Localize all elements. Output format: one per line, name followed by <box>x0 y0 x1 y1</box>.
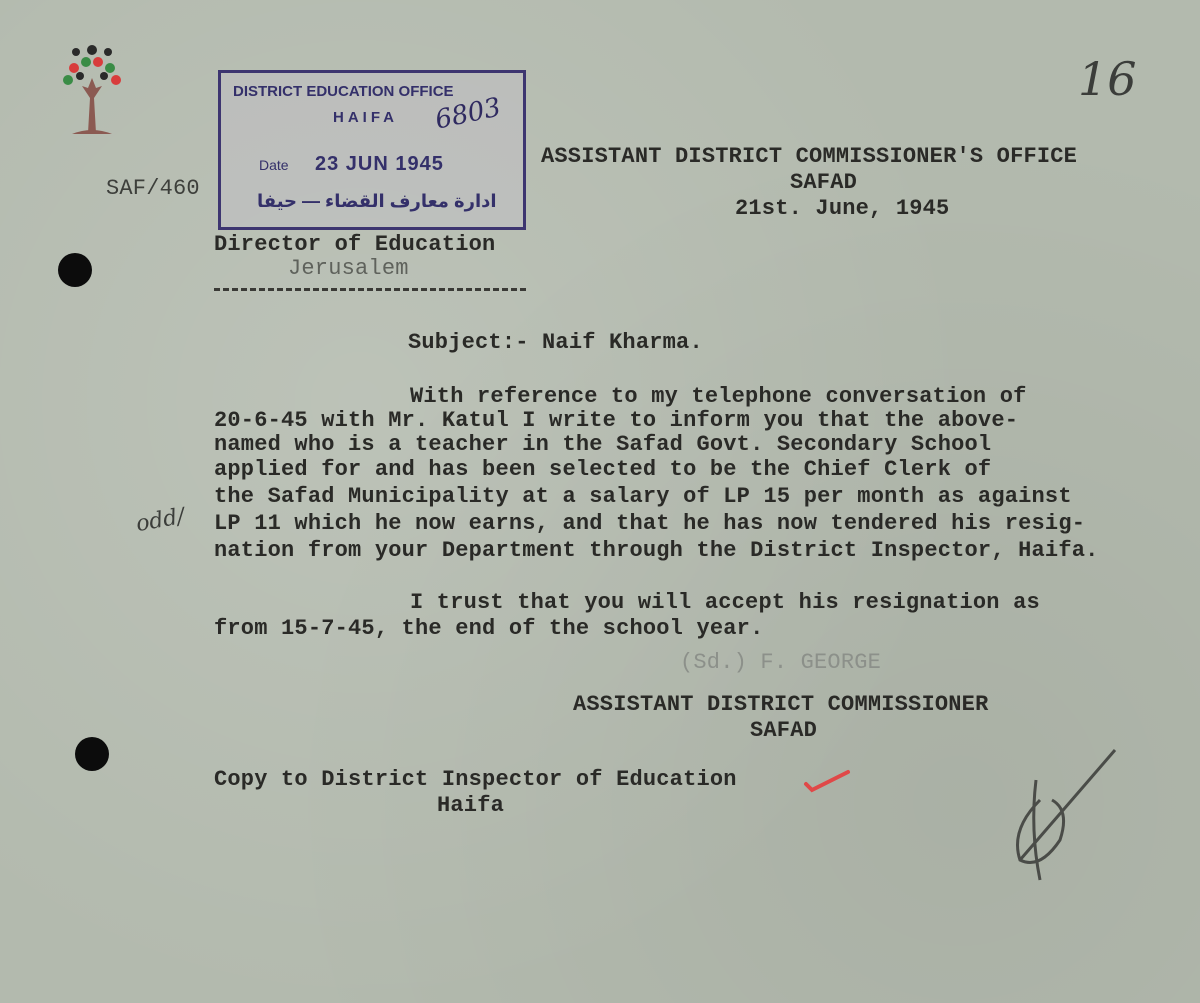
stamp-number: 6803 <box>432 92 504 136</box>
check-mark-icon <box>802 766 852 796</box>
body-line: LP 11 which he now earns, and that he has now tendered his resig- <box>214 511 1086 536</box>
body-line: from 15-7-45, the end of the school year. <box>214 616 764 641</box>
reference-number: SAF/460 <box>106 176 200 201</box>
punch-hole <box>58 253 92 287</box>
body-line: 20-6-45 with Mr. Katul I write to inform you that the above- <box>214 408 1019 433</box>
stamp-date-label: Date <box>259 157 289 173</box>
stamp-arabic: ادارة معارف القضاء — حيفا <box>257 191 497 211</box>
stamp-date: 23 JUN 1945 <box>315 153 444 175</box>
received-stamp <box>218 70 526 230</box>
tree-logo <box>52 38 132 138</box>
body-line: With reference to my telephone conversation of <box>410 384 1027 409</box>
signature-place: SAFAD <box>750 718 818 743</box>
faint-signature: (Sd.) F. GEORGE <box>680 650 882 675</box>
body-line: applied for and has been selected to be the Chief Clerk of <box>214 457 992 482</box>
office-place: SAFAD <box>790 170 858 195</box>
handwritten-initials <box>1000 740 1130 900</box>
copy-to-city: Haifa <box>437 793 505 818</box>
addressee-title: Director of Education <box>214 232 496 257</box>
stamp-city: HAIFA <box>333 109 398 126</box>
letter-date: 21st. June, 1945 <box>735 196 950 221</box>
body-line: the Safad Municipality at a salary of LP 15 per month as against <box>214 484 1072 509</box>
subject-line: Subject:- Naif Kharma. <box>408 330 703 355</box>
addressee-city: Jerusalem <box>288 256 409 281</box>
body-line: I trust that you will accept his resignation as <box>410 590 1040 615</box>
margin-note: odd/ <box>134 503 187 538</box>
folio-number: 16 <box>1078 52 1137 106</box>
punch-hole <box>75 737 109 771</box>
divider-line <box>214 288 526 291</box>
office-heading: ASSISTANT DISTRICT COMMISSIONER'S OFFICE <box>541 144 1078 169</box>
stamp-office: DISTRICT EDUCATION OFFICE <box>233 83 454 100</box>
signature-title: ASSISTANT DISTRICT COMMISSIONER <box>573 692 989 717</box>
body-line: nation from your Department through the District Inspector, Haifa. <box>214 538 1099 563</box>
copy-to-line: Copy to District Inspector of Education <box>214 767 737 792</box>
body-line: named who is a teacher in the Safad Govt. Secondary School <box>214 432 992 457</box>
